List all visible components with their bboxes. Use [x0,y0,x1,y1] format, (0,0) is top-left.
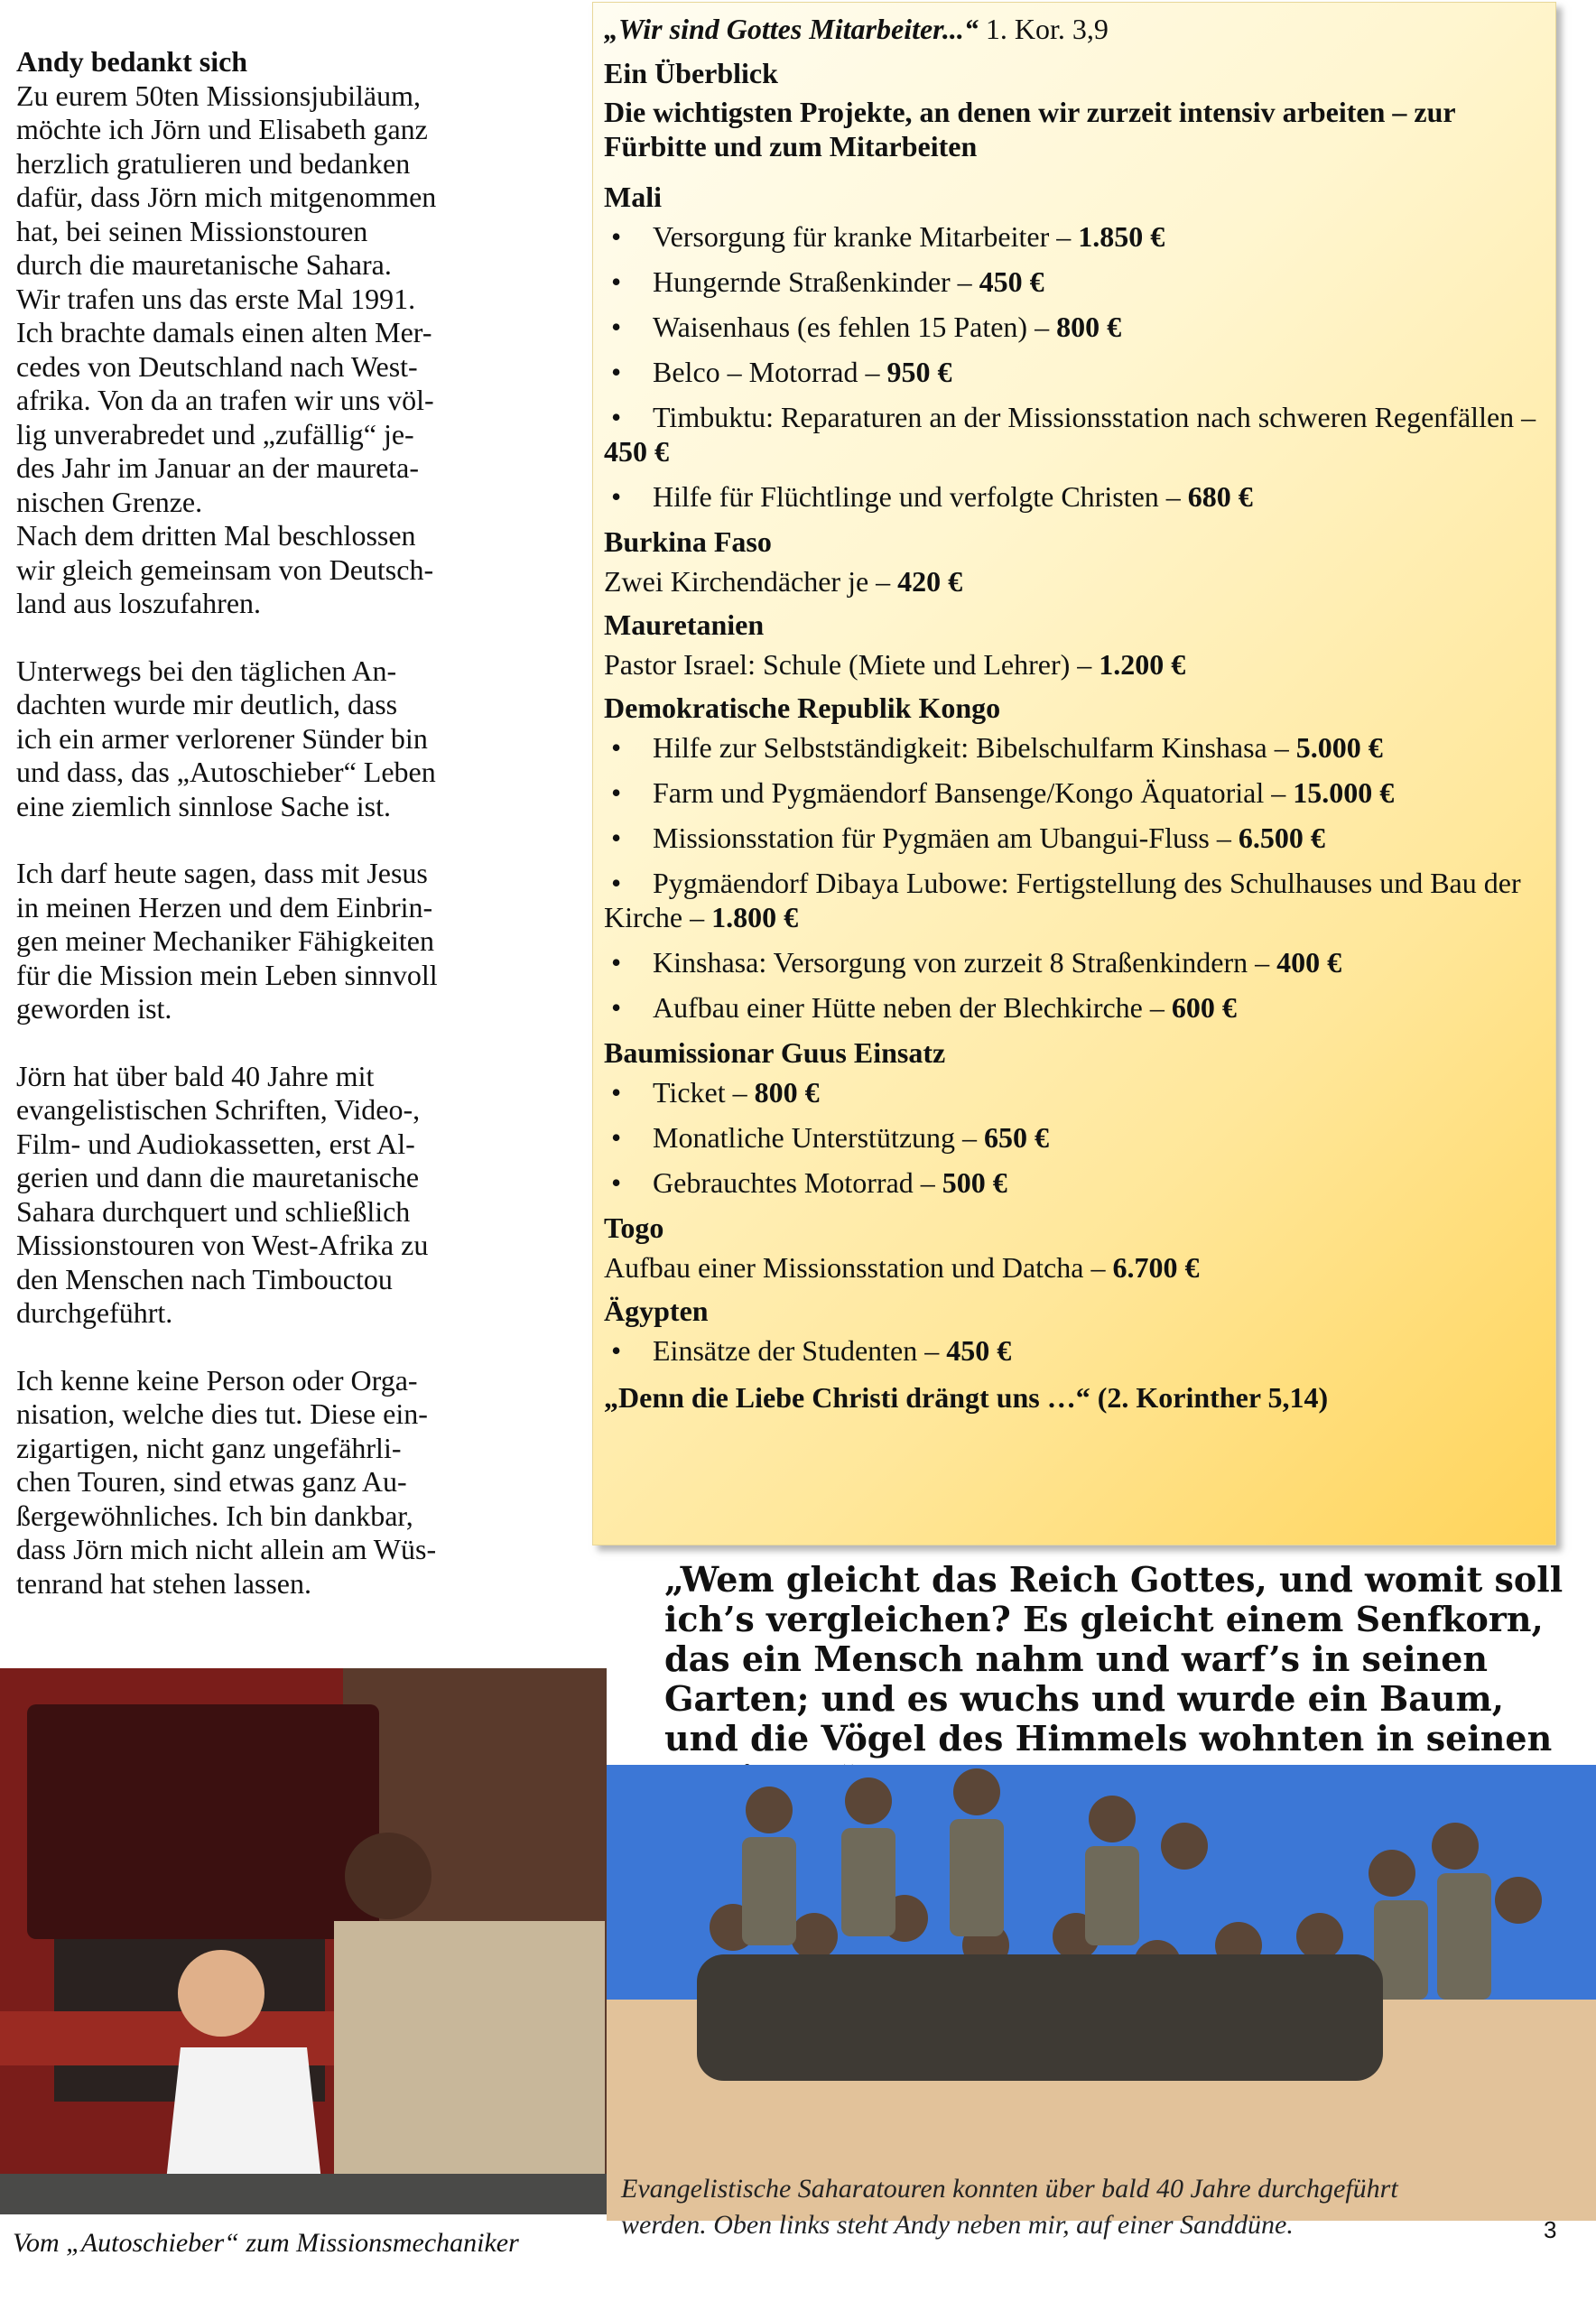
section-mali: Mali [604,181,662,213]
item-amount: 5.000 € [1295,731,1383,764]
item-amount: 1.800 € [711,901,799,933]
section-aegypten: Ägypten [604,1295,709,1327]
list-item [604,821,1545,855]
item-amount: 6.500 € [1238,821,1325,854]
aegypten-list [604,1333,1545,1368]
list-item [604,219,1545,254]
mechanic-photo-caption: Vom „Autoschieber“ zum Missionsmechaniker [13,2228,519,2258]
list-item [604,730,1545,765]
verse-top [604,12,1545,46]
group-photo [607,1765,1596,2221]
bullet-icon: • [611,1121,622,1154]
item-text: Waisenhaus (es fehlen 15 Paten) – [653,311,1057,343]
item-amount: 600 € [1171,991,1237,1024]
item-text: Hilfe zur Selbstständigkeit: Bibelschulfarm Kinshasa – [653,731,1296,764]
item-text: Ticket – [653,1076,755,1109]
list-item [604,1333,1545,1368]
item-amount: 6.700 € [1112,1251,1200,1284]
list-item [604,1165,1545,1200]
item-amount: 450 € [946,1334,1012,1367]
bullet-icon: • [611,311,622,343]
bullet-icon: • [611,991,622,1024]
item-amount: 1.850 € [1078,220,1165,253]
article-title: Andy bedankt sich [16,45,248,78]
item-amount: 500 € [942,1166,1007,1199]
guus-list [604,1075,1545,1200]
item-amount: 15.000 € [1293,776,1395,809]
item-amount: 400 € [1276,946,1342,979]
section-mauretanien: Mauretanien [604,608,765,641]
group-photo-caption: Evangelistische Saharatouren konnten über bald 40 Jahre durchgeführt werden. Oben links steht Andy neben mir, auf einer Sanddüne. [621,2174,1398,2240]
mauretanien-item [604,647,1545,682]
article-paragraph: Jörn hat über bald 40 Jahre mit evangelistischen Schriften, Video-, Film- und Audiokassetten, erst Al- gerien und dann die mauretanische Sahara durchquert und schließlich Missionstouren von West-Afrika zu den Menschen nach Timbouctou durchgeführt. [16,1059,429,1329]
bullet-icon: • [611,1334,622,1367]
projects-overview-box [592,2,1556,1545]
section-togo: Togo [604,1211,664,1244]
list-item [604,775,1545,810]
list-item [604,400,1545,469]
item-text: Missionsstation für Pygmäen am Ubangui-Fluss – [653,821,1239,854]
list-item [604,1120,1545,1155]
list-item [604,355,1545,389]
item-text: Zwei Kirchendächer je – [604,565,898,598]
list-item [604,265,1545,299]
verse-bottom: „Denn die Liebe Christi drängt uns …“ (2. Korinther 5,14) [604,1381,1329,1414]
list-item [604,479,1545,514]
bullet-icon: • [611,356,622,388]
item-amount: 420 € [897,565,963,598]
bullet-icon: • [611,1166,622,1199]
bullet-icon: • [611,1076,622,1109]
section-kongo: Demokratische Republik Kongo [604,691,1001,724]
left-article [16,45,522,1634]
group-photo-illustration [607,1765,1596,2221]
item-amount: 450 € [604,435,669,468]
article-paragraph: Zu eurem 50ten Missionsjubiläum, möchte ich Jörn und Elisabeth ganz herzlich gratulieren und bedanken dafür, dass Jörn mich mitgenommen hat, bei seinen Missionstouren durch die mauretanische Sahara. Wir trafen uns das erste Mal 1991. Ich brachte damals einen alten Mer- cedes von Deutschland nach West- afrika. Von da an trafen wir uns völ- lig unverabredet und „zufällig“ je- des Jahr im Januar an der maureta- nischen Grenze. Nach dem dritten Mal beschlossen wir gleich gemeinsam von Deutsch- land aus loszufahren. [16,79,437,619]
overview-heading: Ein Überblick [604,57,778,89]
item-text: Timbuktu: Reparaturen an der Missionsstation nach schweren Regenfällen – [653,401,1536,433]
item-text: Pygmäendorf Dibaya Lubowe: Fertigstellung des Schulhauses und Bau der Kirche – [604,867,1521,933]
bullet-icon: • [611,821,622,854]
list-item [604,1075,1545,1109]
bullet-icon: • [611,776,622,809]
bullet-icon: • [611,480,622,513]
article-paragraph: Unterwegs bei den täglichen An- dachten wurde mir deutlich, dass ich ein armer verlorener Sünder bin und dass, das „Autoschieber“ Leben eine ziemlich sinnlose Sache ist. [16,654,436,822]
item-text: Aufbau einer Missionsstation und Datcha – [604,1251,1113,1284]
item-text: Monatliche Unterstützung – [653,1121,985,1154]
item-amount: 450 € [979,265,1044,298]
item-text: Kinshasa: Versorgung von zurzeit 8 Straßenkindern – [653,946,1277,979]
overview-subtitle: Die wichtigsten Projekte, an denen wir zurzeit intensiv arbeiten – zur Fürbitte und zum Mitarbeiten [604,96,1455,162]
list-item [604,310,1545,344]
mechanic-photo [0,1668,607,2214]
kongo-list [604,730,1545,1025]
bullet-icon: • [611,867,622,899]
togo-item [604,1250,1545,1285]
verse-top-ref: 1. Kor. 3,9 [978,13,1109,45]
item-amount: 800 € [1056,311,1122,343]
bullet-icon: • [611,946,622,979]
item-text: Gebrauchtes Motorrad – [653,1166,942,1199]
section-burkina-faso: Burkina Faso [604,525,772,558]
list-item [604,866,1545,934]
item-amount: 650 € [984,1121,1050,1154]
item-text: Pastor Israel: Schule (Miete und Lehrer) – [604,648,1100,681]
bullet-icon: • [611,731,622,764]
item-amount: 680 € [1187,480,1253,513]
list-item [604,990,1545,1025]
verse-top-text: „Wir sind Gottes Mitarbeiter...“ [604,13,979,45]
mali-list [604,219,1545,514]
bullet-icon: • [611,265,622,298]
item-text: Hilfe für Flüchtlinge und verfolgte Christen – [653,480,1188,513]
mechanic-photo-illustration [0,1668,607,2214]
bullet-icon: • [611,220,622,253]
quote-text: „Wem gleicht das Reich Gottes, und womit soll ich’s vergleichen? Es gleicht einem Senfkorn, das ein Mensch nahm und warf’s in seinen Garten; und es wuchs und wurde ein Baum, und die Vögel des Himmels wohnten in seinen [664,1559,1564,1759]
section-guus: Baumissionar Guus Einsatz [604,1036,946,1069]
item-text: Versorgung für kranke Mitarbeiter – [653,220,1079,253]
burkina-item [604,564,1545,599]
article-paragraph: Ich kenne keine Person oder Orga- nisation, welche dies tut. Diese ein- zigartigen, nicht ganz ungefährli- chen Touren, sind etwas ganz Au- ßergewöhnliches. Ich bin dankbar, dass Jörn mich nicht allein am Wüs- tenrand hat stehen lassen. [16,1363,437,1600]
item-amount: 950 € [886,356,952,388]
page-number: 3 [1544,2216,1557,2243]
item-amount: 800 € [754,1076,820,1109]
item-amount: 1.200 € [1099,648,1186,681]
item-text: Aufbau einer Hütte neben der Blechkirche – [653,991,1172,1024]
list-item [604,945,1545,979]
article-paragraph: Ich darf heute sagen, dass mit Jesus in meinen Herzen und dem Einbrin- gen meiner Mechaniker Fähigkeiten für die Mission mein Leben sinnvoll geworden ist. [16,857,438,1025]
item-text: Einsätze der Studenten – [653,1334,947,1367]
item-text: Belco – Motorrad – [653,356,887,388]
item-text: Farm und Pygmäendorf Bansenge/Kongo Äquatorial – [653,776,1294,809]
bullet-icon: • [611,401,622,433]
item-text: Hungernde Straßenkinder – [653,265,979,298]
